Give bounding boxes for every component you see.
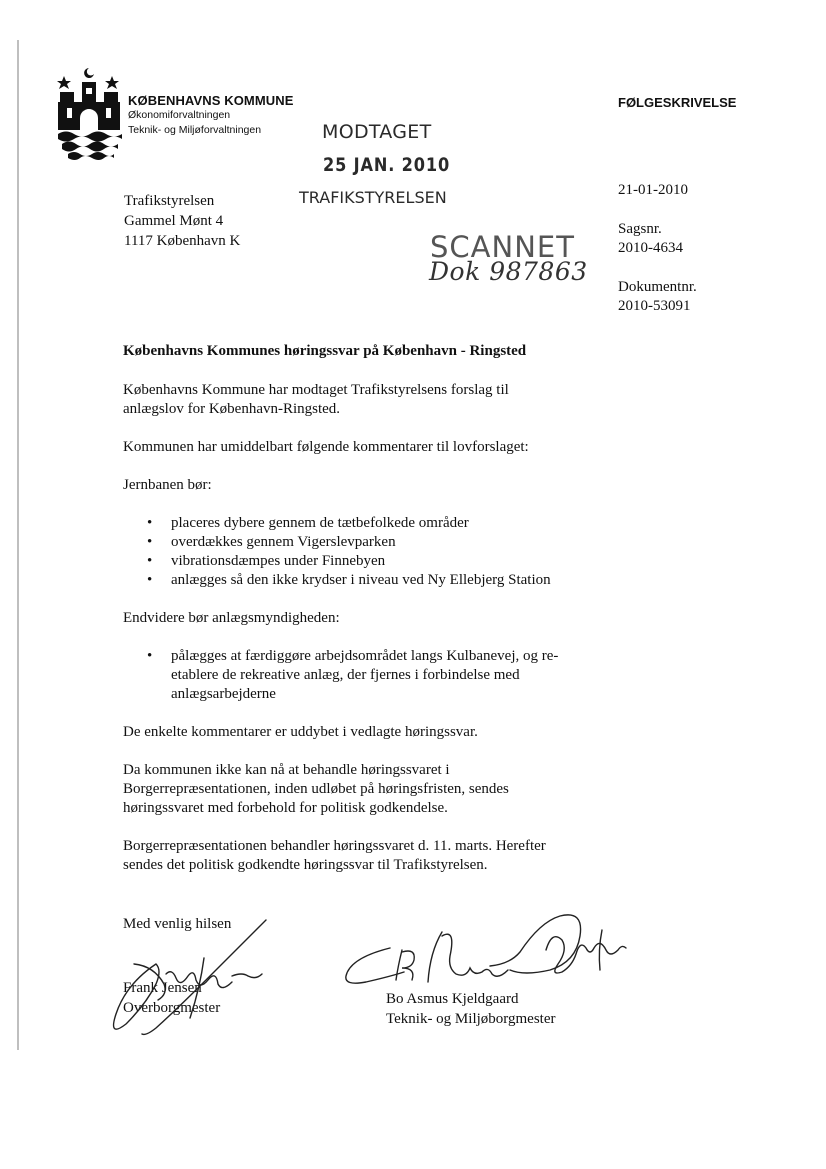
paragraph-6: Da kommunen ikke kan nå at behandle høringssvaret i Borgerrepræsentationen, inden udløbet på høringsfristen, sendes høringssvaret med forbehold for politisk godkendelse. — [123, 762, 509, 816]
signature-block-right — [386, 989, 555, 1029]
signer-left-name: Frank Jensen — [123, 980, 202, 996]
received-stamp-date: 25 JAN. 2010 — [323, 154, 451, 176]
paragraph-1: Københavns Kommune har modtaget Trafikstyrelsens forslag til anlægslov for København-Ringsted. — [123, 382, 509, 417]
list-item: • placeres dybere gennem de tætbefolkede områder — [171, 514, 723, 533]
signer-right-title: Teknik- og Miljøborgmester — [386, 1011, 556, 1027]
organization-header — [128, 93, 294, 138]
railway-requirements-list — [123, 514, 723, 590]
scanned-stamp: SCANNET — [430, 230, 575, 264]
recipient-address — [124, 191, 240, 251]
city-coat-of-arms-logo — [56, 68, 122, 164]
department-economy: Økonomiforvaltningen — [128, 109, 231, 121]
list-item: • anlægges så den ikke krydser i niveau ved Ny Ellebjerg Station — [171, 571, 723, 590]
paragraph-4: Endvidere bør anlægsmyndigheden: — [123, 610, 340, 626]
recipient-city: 1117 København K — [124, 233, 241, 249]
signer-right-name: Bo Asmus Kjeldgaard — [386, 991, 519, 1007]
recipient-name: Trafikstyrelsen — [124, 193, 215, 209]
document-number-label: Dokumentnr. — [618, 279, 697, 295]
organization-name: KØBENHAVNS KOMMUNE — [128, 93, 294, 108]
list-item: • pålægges at færdiggøre arbejdsområdet langs Kulbanevej, og re-etablere de rekreative anlæg, der fjernes i forbindelse med anlægsarbejderne — [171, 647, 561, 704]
list-item: • vibrationsdæmpes under Finnebyen — [171, 552, 723, 571]
letter-body — [123, 342, 723, 894]
received-stamp-agency: TRAFIKSTYRELSEN — [299, 188, 447, 207]
paragraph-5: De enkelte kommentarer er uddybet i vedlagte høringssvar. — [123, 724, 478, 740]
recipient-street: Gammel Mønt 4 — [124, 213, 224, 229]
case-number-label: Sagsnr. — [618, 221, 662, 237]
document-number-handwritten: Dok 987863 — [429, 257, 588, 286]
case-number: 2010-4634 — [618, 240, 683, 256]
paragraph-2: Kommunen har umiddelbart følgende kommentarer til lovforslaget: — [123, 439, 529, 455]
document-number: 2010-53091 — [618, 298, 691, 314]
authority-requirements-list — [123, 647, 561, 704]
document-meta — [618, 181, 697, 316]
letter-title: Københavns Kommunes høringssvar på København - Ringsted — [123, 343, 527, 359]
department-technical: Teknik- og Miljøforvaltningen — [128, 124, 262, 136]
signature-frank-jensen — [86, 918, 286, 1048]
paragraph-3: Jernbanen bør: — [123, 477, 212, 493]
list-item: • overdækkes gennem Vigerslevparken — [171, 533, 723, 552]
document-type: FØLGESKRIVELSE — [618, 95, 737, 110]
margin-rule — [17, 40, 19, 1050]
closing-phrase: Med venlig hilsen — [123, 916, 232, 932]
received-stamp-label: MODTAGET — [322, 121, 432, 143]
letter-date: 21-01-2010 — [618, 182, 688, 198]
paragraph-7: Borgerrepræsentationen behandler høringssvaret d. 11. marts. Herefter sendes det politisk godkendte høringssvar til Trafikstyrelsen. — [123, 838, 546, 873]
signature-bo-asmus-kjeldgaard — [340, 910, 640, 990]
signer-left-title: Overborgmester — [123, 1000, 221, 1016]
